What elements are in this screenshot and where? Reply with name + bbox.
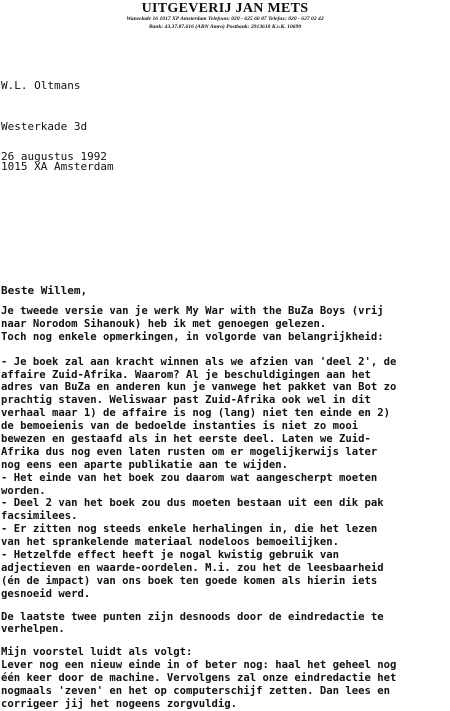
text-line: Je tweede versie van je werk My War with the BuZa Boys (vrij (1, 305, 384, 317)
paragraph-editing (1, 611, 449, 637)
text-line: prachtig staven. Weliswaar past Zuid-Afrika ook wel in dit (1, 394, 371, 407)
recipient-street: Westerkade 3d (1, 119, 88, 133)
text-line: - Deel 2 van het boek zou dus moeten bestaan uit een dik pak (1, 497, 384, 510)
text-line: nog eens een aparte publikatie aan te wijden. (1, 458, 289, 471)
paragraph-proposal (1, 646, 449, 710)
text-line: Afrika dus nog even laten rusten om er mogelijkerwijs later (1, 445, 378, 458)
paragraph-remarks (1, 356, 449, 601)
letter-date: 26 augustus 1992 (1, 150, 107, 163)
text-line: - Hetzelfde effect heeft je nogal kwistig gebruik van (1, 549, 340, 562)
text-line: Toch nog enkele opmerkingen, in volgorde van belangrijkheid: (1, 330, 384, 343)
recipient-city: 1015 XA Amsterdam (1, 160, 114, 173)
text-line: worden. (1, 484, 46, 497)
text-line: corrigeer jij het nogeens zorgvuldig. (1, 697, 237, 710)
publisher-contact-line: Wanzelade 16 1017 XP Amsterdam Telefoon: 020 - 625 60 87 Telefax: 020 - 627 02 42 (126, 16, 324, 22)
text-line: facsimilees. (1, 510, 78, 523)
publisher-name: UITGEVERIJ JAN METS (141, 1, 309, 16)
text-line: bewezen en gestaafd als in het eerste deel. Laten we Zuid- (1, 433, 371, 446)
text-line: - Je boek zal aan kracht winnen als we afzien van 'deel 2', de (1, 355, 397, 368)
text-line: - Het einde van het boek zou daarom wat aangescherpt moeten (1, 471, 378, 484)
letter-body (1, 305, 449, 711)
paragraph-intro (1, 305, 449, 344)
letterhead (0, 0, 450, 31)
text-line: gesnoeid werd. (1, 587, 91, 600)
text-line: verhaal maar 1) de affaire is nog (lang) niet ten einde en 2) (1, 407, 391, 420)
recipient-name: W.L. Oltmans (1, 79, 81, 92)
text-line: Mijn voorstel luidt als volgt: (1, 646, 193, 659)
text-line: de bemoeienis van de bedoelde instanties is niet zo mooi (1, 420, 359, 433)
text-line: adjectieven en waarde-oordelen. M.i. zou het de leesbaarheid (1, 561, 384, 574)
text-line: één keer door de machine. Vervolgens zal onze eindredactie het (1, 672, 397, 685)
text-line: (én de impact) van ons boek ten goede komen als hierin iets (1, 574, 378, 587)
text-line: - Er zitten nog steeds enkele herhalingen in, die het lezen (1, 523, 378, 536)
salutation: Beste Willem, (1, 284, 88, 297)
text-line: verhelpen. (1, 623, 65, 636)
text-line: De laatste twee punten zijn desnoods door de eindredactie te (1, 610, 384, 623)
text-line: affaire Zuid-Afrika. Waarom? Al je beschuldigingen aan het (1, 368, 371, 381)
recipient-address (1, 52, 114, 201)
text-line: Lever nog een nieuw einde in of beter nog: haal het geheel nog (1, 659, 397, 672)
text-line: adres van BuZa en anderen kun je vanwege het pakket van Bot zo (1, 381, 397, 394)
text-line: nogmaals 'zeven' en het op computerschijf zetten. Dan lees en (1, 685, 391, 698)
text-line: naar Norodom Sihanouk) heb ik met genoegen gelezen. (1, 317, 327, 330)
text-line: van het sprankelende materiaal nodeloos bemoeilijken. (1, 536, 340, 549)
publisher-bank-line: Bank: 43.37.87.616 (ABN Amro) Postbank: 2913618 K.v.K. 10699 (148, 23, 302, 30)
